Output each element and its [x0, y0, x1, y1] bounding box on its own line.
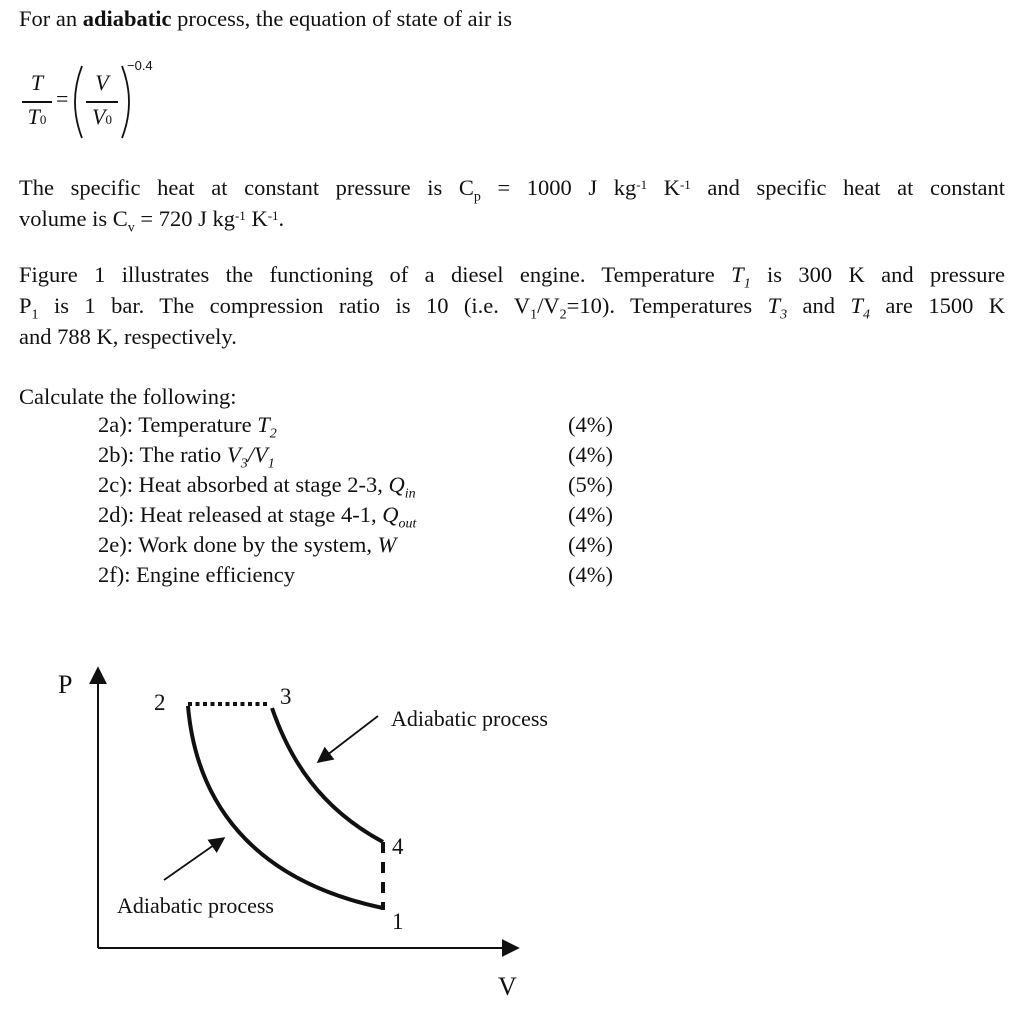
ft-T4-sub: 4 — [862, 307, 870, 323]
annotation-bottom: Adiabatic process — [117, 893, 274, 918]
ft-T1: T — [731, 262, 744, 287]
question-2c-marks: (5%) — [568, 472, 613, 497]
p-axis-label: P — [58, 670, 73, 699]
q2d-sub: out — [398, 516, 417, 532]
sh-l1-c: K — [647, 175, 680, 200]
point-label-2: 2 — [154, 690, 166, 715]
calc-heading: Calculate the following: — [19, 384, 237, 409]
ft-V2-sub: 2 — [559, 307, 567, 323]
q2b-slash: / — [247, 442, 254, 467]
sh-sup4: -1 — [267, 208, 279, 223]
point-label-4: 4 — [392, 834, 404, 859]
intro-bold: adiabatic — [82, 6, 172, 31]
ft-l2-f: are 1500 K — [869, 293, 1006, 318]
q2e-text: 2e): Work done by the system, — [98, 532, 378, 557]
eq-rhs-den-var: V — [92, 104, 106, 129]
ft-T3-sub: 3 — [780, 307, 788, 323]
eq-lhs-den-var: T — [27, 104, 40, 129]
ft-T3: T — [767, 293, 781, 318]
point-label-3: 3 — [280, 684, 292, 709]
ft-l2-e: and — [787, 293, 851, 318]
ft-P1-sub: 1 — [31, 307, 39, 323]
sh-cv-sub: v — [127, 220, 135, 236]
question-2a-marks: (4%) — [568, 412, 613, 437]
eq-rhs-num: V — [95, 70, 109, 95]
q2e-var: W — [377, 532, 397, 557]
eq-exponent: −0.4 — [127, 58, 153, 73]
eq-lhs-num: T — [30, 70, 44, 95]
eq-lhs-den-sub: 0 — [39, 112, 47, 127]
intro-pre: For an — [19, 6, 83, 31]
sh-l2-d: . — [278, 206, 285, 231]
q2c-var: Q — [388, 472, 405, 497]
ft-l2-a: P — [19, 293, 32, 318]
q2b-text: 2b): The ratio — [98, 442, 227, 467]
sh-l2-b: = 720 J kg — [134, 206, 235, 231]
annotation-arrow-top — [318, 716, 378, 762]
q2f-text: 2f): Engine efficiency — [98, 562, 295, 587]
sh-l1-a: The specific heat at constant pressure is C — [19, 175, 474, 200]
sh-l2-a: volume is C — [19, 206, 128, 231]
sh-l2-c: K — [245, 206, 268, 231]
sh-sup3: -1 — [234, 208, 246, 223]
q2c-text: 2c): Heat absorbed at stage 2-3, — [98, 472, 389, 497]
point-label-1: 1 — [392, 909, 404, 934]
question-2f-marks: (4%) — [568, 562, 613, 587]
adiabat-3-4 — [272, 708, 383, 842]
v-axis-label: V — [498, 972, 517, 1001]
q2b-sub2: 1 — [267, 456, 275, 472]
ft-l2-b: is 1 bar. The compression ratio is 10 (i.e. V — [38, 293, 531, 318]
q2a-var: T — [257, 412, 270, 437]
sh-sup2: -1 — [679, 177, 691, 192]
eq-equals: = — [56, 86, 69, 111]
ft-V1-sub: 1 — [530, 307, 538, 323]
q2b-var2: V — [253, 442, 268, 467]
question-2e-marks: (4%) — [568, 532, 613, 557]
ft-l2-c: /V — [537, 293, 560, 318]
q2a-text: 2a): Temperature — [98, 412, 258, 437]
q2b-sub: 3 — [240, 456, 248, 472]
ft-T4: T — [850, 293, 863, 318]
q2d-text: 2d): Heat released at stage 4-1, — [98, 502, 383, 527]
sh-cp-sub: p — [473, 189, 481, 205]
q2d-var: Q — [382, 502, 399, 527]
annotation-arrow-bottom — [164, 838, 224, 880]
q2a-sub: 2 — [269, 426, 277, 442]
intro-post: process, the equation of state of air is — [171, 6, 513, 31]
ft-l1-a: Figure 1 illustrates the functioning of a diesel engine. Temperature — [19, 262, 732, 287]
annotation-top: Adiabatic process — [391, 706, 548, 731]
q2b-var: V — [226, 442, 241, 467]
eq-rhs-den-sub: 0 — [105, 112, 112, 127]
ft-T1-sub: 1 — [743, 276, 751, 292]
figure-text-line3: and 788 K, respectively. — [19, 324, 237, 349]
sh-l1-d: and specific heat at constant — [690, 175, 1005, 200]
q2c-sub: in — [404, 486, 416, 502]
question-2d-marks: (4%) — [568, 502, 613, 527]
question-2b-marks: (4%) — [568, 442, 613, 467]
ft-l2-d: =10). Temperatures — [566, 293, 768, 318]
sh-sup1: -1 — [636, 177, 648, 192]
sh-l1-b: = 1000 J kg — [480, 175, 637, 200]
ft-l1-b: is 300 K and pressure — [750, 262, 1005, 287]
